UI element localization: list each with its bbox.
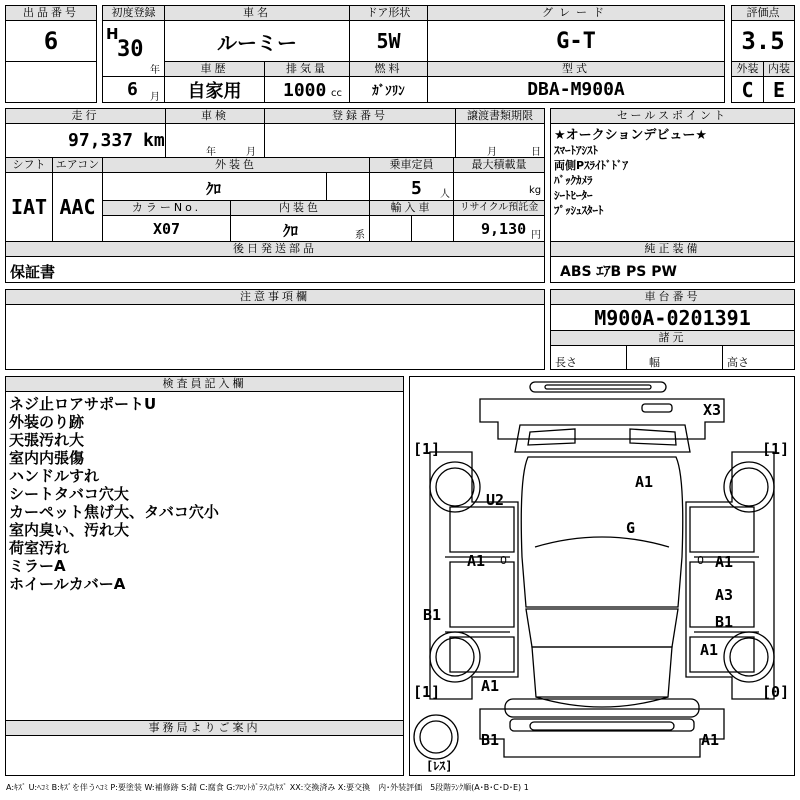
exterior-label: 外装 — [731, 61, 764, 77]
model-value: DBA-M900A — [427, 76, 725, 103]
tire-value-br: 0 — [771, 683, 781, 701]
tire-bracket-tr: [1] — [762, 440, 790, 458]
legend-text: A:ｷｽﾞ U:ﾍｺﾐ B:ｷｽﾞを伴うﾍｺﾐ P:要塗装 W:補修跡 S:錆 C:腐食 G:ﾌﾛﾝﾄｶﾞﾗｽ点ｷｽﾞ XX:交換済み X:要交換 内･外装評価 5段階ﾗﾝｸ順(A･B･C･D･E) 1 — [6, 783, 529, 792]
capacity-label: 乗車定員 — [369, 157, 454, 173]
tire-value-tr: 1 — [771, 440, 781, 458]
mark-u2: U2 — [486, 491, 505, 509]
sales-line: ★オークションデビュー★ — [554, 128, 708, 143]
spec-length-label: 長さ — [555, 356, 577, 369]
later-parts-label: 後日発送部品 — [5, 241, 545, 257]
sales-line: ﾌﾟｯｼｭｽﾀｰﾄ — [554, 204, 604, 217]
int-color-label: 内装色 — [230, 200, 370, 216]
sales-line: ｼｰﾄﾋｰﾀｰ — [554, 189, 593, 202]
inspection-year-unit: 年 — [206, 147, 216, 158]
ext-color-sub — [326, 172, 370, 201]
score-label: 評価点 — [731, 5, 795, 21]
ext-color-value: ｸﾛ — [206, 180, 222, 198]
inspector-line: ミラーA — [9, 557, 66, 575]
grade-value: G-T — [427, 20, 725, 62]
mark-left-b1: B1 — [423, 606, 442, 624]
equipment-label: 純正装備 — [550, 241, 795, 257]
car-outline-svg — [410, 377, 794, 775]
car-name-value: ルーミー — [164, 20, 350, 62]
sales-points — [550, 123, 795, 242]
inspector-line: カーペット焦げ大、タバコ穴小 — [9, 503, 219, 521]
aircon-value: AAC — [52, 172, 103, 242]
sales-line: ｽﾏｰﾄｱｼｽﾄ — [554, 144, 598, 157]
tire-bracket-tl: [1] — [413, 440, 441, 458]
mileage-value: 97,337 — [68, 130, 134, 151]
door-value: 5W — [349, 20, 428, 62]
office-label: 事務局よりご案内 — [5, 720, 404, 736]
later-parts-cell — [5, 256, 545, 283]
model-label: 型式 — [427, 61, 725, 77]
inspector-label: 検査員記入欄 — [5, 376, 404, 392]
mileage-cell — [5, 123, 166, 158]
first-reg-month: 6 — [127, 79, 138, 100]
mark-right-a1: A1 — [715, 553, 734, 571]
inspector-line: シートタバコ穴大 — [9, 485, 129, 503]
grade-label: グレード — [427, 5, 725, 21]
mark-x3: X3 — [703, 401, 722, 419]
transfer-cell — [455, 123, 545, 158]
inspection-label: 車検 — [165, 108, 265, 124]
max-load-unit: kg — [529, 185, 542, 196]
later-parts-value: 保証書 — [10, 263, 56, 281]
inspector-line: 室内臭い、汚れ大 — [9, 521, 130, 539]
interior-label: 内装 — [763, 61, 795, 77]
chassis-value: M900A-0201391 — [550, 304, 795, 331]
int-color-value: ｸﾛ — [283, 222, 299, 240]
int-color-unit: 系 — [355, 230, 365, 241]
mileage-label: 走行 — [5, 108, 166, 124]
inspector-line: ハンドルすれ — [9, 467, 100, 485]
spec-height-cell — [722, 345, 795, 370]
caution-cell — [5, 304, 545, 370]
mark-left-rear-a1: A1 — [481, 677, 500, 695]
damage-diagram — [409, 376, 795, 776]
first-reg-month-cell — [102, 76, 165, 103]
max-load-label: 最大積載量 — [453, 157, 545, 173]
inspector-line: 室内内張傷 — [9, 449, 85, 467]
spec-width-cell — [626, 345, 723, 370]
import-label: 輸入車 — [369, 200, 454, 216]
inspector-line: ホイールカバーA — [9, 575, 126, 593]
car-name-label: 車名 — [164, 5, 350, 21]
mileage-unit: km — [143, 130, 165, 151]
displacement-unit: cc — [331, 88, 342, 99]
sales-line: 両側Pｽﾗｲﾄﾞﾄﾞｱ — [554, 159, 629, 172]
mark-roof-a1: A1 — [635, 473, 654, 491]
int-color-cell — [230, 215, 370, 242]
tire-bracket-bl: [1] — [413, 683, 441, 701]
history-label: 車歴 — [164, 61, 265, 77]
first-reg-year: 30 — [117, 37, 144, 62]
mark-right-small: 0 — [697, 554, 704, 567]
spare-tire-value: ﾚｽ — [433, 759, 446, 773]
import-divider — [411, 215, 412, 242]
recycle-cell — [453, 215, 545, 242]
tire-value-bl: 1 — [422, 683, 432, 701]
fuel-label: 燃料 — [349, 61, 428, 77]
max-load-cell — [453, 172, 545, 201]
capacity-cell — [369, 172, 454, 201]
capacity-value: 5 — [411, 178, 422, 199]
spare-tire-bracket: [ﾚｽ] — [426, 759, 453, 773]
first-reg-label: 初度登録 — [102, 5, 165, 21]
tire-value-tl: 1 — [422, 440, 432, 458]
specs-label: 諸元 — [550, 330, 795, 346]
inspector-line: ネジ止ロアサポートU — [9, 395, 157, 413]
aircon-label: エアコン — [52, 157, 103, 173]
color-no-label: カラーNo. — [102, 200, 231, 216]
mark-g: G — [626, 519, 636, 537]
reg-no-label: 登録番号 — [264, 108, 456, 124]
exterior-value: C — [731, 76, 764, 103]
lot-no-label: 出品番号 — [5, 5, 97, 21]
spec-length-cell — [550, 345, 627, 370]
reg-no-cell — [264, 123, 456, 158]
year-unit: 年 — [150, 65, 160, 76]
lot-no-blank — [5, 61, 97, 103]
shift-value: IAT — [5, 172, 53, 242]
sales-line: ﾊﾞｯｸｶﾒﾗ — [554, 174, 593, 187]
recycle-unit: 円 — [531, 230, 541, 241]
displacement-label: 排気量 — [264, 61, 350, 77]
fuel-value: ｶﾞｿﾘﾝ — [349, 76, 428, 103]
inspection-month-unit: 月 — [246, 147, 256, 158]
mark-right-rear-a1: A1 — [700, 641, 719, 659]
era-letter: H — [106, 25, 119, 43]
spec-height-label: 高さ — [727, 356, 749, 369]
equipment-value: ABS ｴｱB PS PW — [560, 264, 677, 280]
shift-label: シフト — [5, 157, 53, 173]
equipment-cell — [550, 256, 795, 283]
mark-bottom-b1: B1 — [481, 731, 500, 749]
first-reg-year-cell — [102, 20, 165, 77]
capacity-unit: 人 — [440, 189, 450, 200]
inspector-line: 天張汚れ大 — [9, 431, 85, 449]
office-cell — [5, 735, 404, 776]
inspector-line: 荷室汚れ — [9, 539, 70, 557]
mark-right-b1: B1 — [715, 613, 734, 631]
door-label: ドア形状 — [349, 5, 428, 21]
lot-no-value: 6 — [5, 20, 97, 62]
mark-a3: A3 — [715, 586, 734, 604]
color-no-value: X07 — [102, 215, 231, 242]
month-unit: 月 — [150, 92, 160, 103]
mark-bottom-a1: A1 — [701, 731, 720, 749]
history-value: 自家用 — [164, 76, 265, 103]
interior-value: E — [763, 76, 795, 103]
ext-color-label: 外装色 — [102, 157, 370, 173]
sales-label: セールスポイント — [550, 108, 795, 124]
mark-left-a1: A1 — [467, 552, 486, 570]
tire-bracket-br: [0] — [762, 683, 790, 701]
transfer-month-unit: 月 — [487, 147, 497, 158]
mark-left-small: 0 — [500, 554, 507, 567]
recycle-label: リサイクル預託金 — [453, 200, 545, 216]
displacement-cell — [264, 76, 350, 103]
transfer-day-unit: 日 — [531, 147, 541, 158]
transfer-label: 譲渡書類期限 — [455, 108, 545, 124]
recycle-value: 9,130 — [481, 220, 527, 238]
inspector-notes — [5, 391, 404, 721]
spec-width-label: 幅 — [649, 356, 660, 369]
score-value: 3.5 — [731, 20, 795, 62]
displacement-value: 1000 — [283, 80, 327, 101]
inspector-line: 外装のり跡 — [9, 413, 85, 431]
chassis-label: 車台番号 — [550, 289, 795, 305]
inspection-cell — [165, 123, 265, 158]
caution-label: 注意事項欄 — [5, 289, 545, 305]
